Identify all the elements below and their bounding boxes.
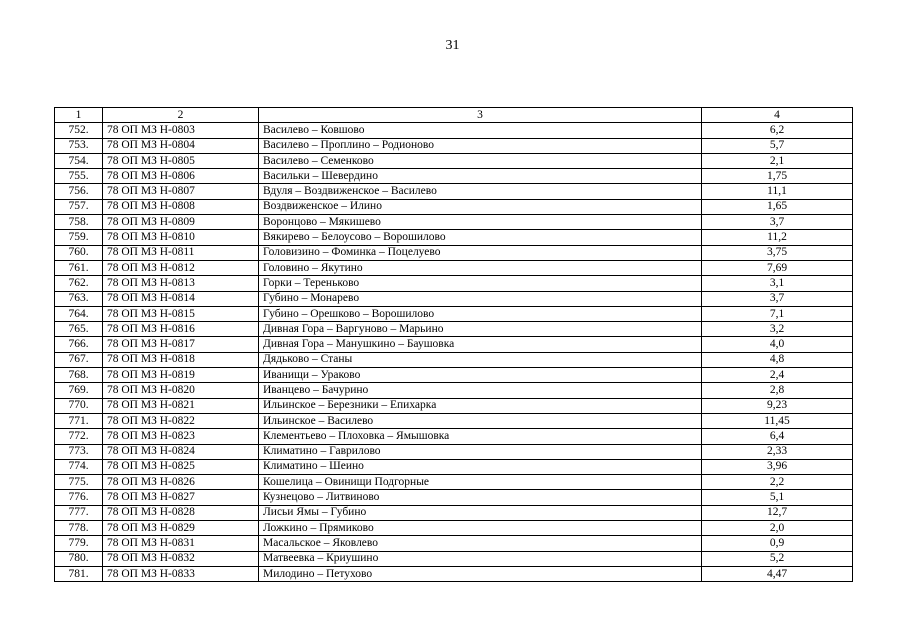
road-length: 4,8	[702, 352, 853, 367]
table-row	[55, 536, 853, 551]
table-row	[55, 184, 853, 199]
row-number: 777.	[55, 505, 103, 520]
roads-table	[54, 107, 853, 582]
row-number: 765.	[55, 322, 103, 337]
table-row	[55, 169, 853, 184]
road-code: 78 ОП МЗ Н-0811	[103, 245, 259, 260]
road-length: 2,0	[702, 521, 853, 536]
road-route: Дивная Гора – Варгуново – Марьино	[259, 322, 702, 337]
road-route: Губино – Монарево	[259, 291, 702, 306]
road-code: 78 ОП МЗ Н-0819	[103, 368, 259, 383]
road-route: Василево – Семенково	[259, 153, 702, 168]
road-length: 2,1	[702, 153, 853, 168]
table-row	[55, 199, 853, 214]
row-number: 754.	[55, 153, 103, 168]
road-length: 6,4	[702, 429, 853, 444]
header-cell-2: 2	[103, 108, 259, 123]
row-number: 769.	[55, 383, 103, 398]
road-code: 78 ОП МЗ Н-0810	[103, 230, 259, 245]
row-number: 764.	[55, 306, 103, 321]
table-row	[55, 306, 853, 321]
road-length: 6,2	[702, 123, 853, 138]
road-code: 78 ОП МЗ Н-0832	[103, 551, 259, 566]
row-number: 766.	[55, 337, 103, 352]
road-code: 78 ОП МЗ Н-0828	[103, 505, 259, 520]
row-number: 780.	[55, 551, 103, 566]
road-route: Губино – Орешково – Ворошилово	[259, 306, 702, 321]
road-length: 4,0	[702, 337, 853, 352]
table-row	[55, 153, 853, 168]
road-route: Клементьево – Плоховка – Ямышовка	[259, 429, 702, 444]
row-number: 768.	[55, 368, 103, 383]
road-route: Ильинское – Василево	[259, 413, 702, 428]
road-code: 78 ОП МЗ Н-0808	[103, 199, 259, 214]
road-length: 3,96	[702, 459, 853, 474]
road-code: 78 ОП МЗ Н-0829	[103, 521, 259, 536]
row-number: 776.	[55, 490, 103, 505]
road-length: 7,69	[702, 260, 853, 275]
table-row	[55, 459, 853, 474]
road-length: 12,7	[702, 505, 853, 520]
table-header-row	[55, 108, 853, 123]
header-cell-3: 3	[259, 108, 702, 123]
road-length: 1,75	[702, 169, 853, 184]
road-route: Иванищи – Ураково	[259, 368, 702, 383]
header-cell-1: 1	[55, 108, 103, 123]
road-code: 78 ОП МЗ Н-0827	[103, 490, 259, 505]
road-route: Васильки – Шевердино	[259, 169, 702, 184]
table-row	[55, 230, 853, 245]
table-row	[55, 383, 853, 398]
row-number: 761.	[55, 260, 103, 275]
road-length: 2,8	[702, 383, 853, 398]
table-row	[55, 413, 853, 428]
road-code: 78 ОП МЗ Н-0824	[103, 444, 259, 459]
road-route: Лисьи Ямы – Губино	[259, 505, 702, 520]
road-length: 5,2	[702, 551, 853, 566]
road-route: Ложкино – Прямиково	[259, 521, 702, 536]
table-row	[55, 352, 853, 367]
road-route: Василево – Проплино – Родионово	[259, 138, 702, 153]
table-row	[55, 505, 853, 520]
row-number: 775.	[55, 475, 103, 490]
table-row	[55, 291, 853, 306]
road-route: Масальское – Яковлево	[259, 536, 702, 551]
row-number: 778.	[55, 521, 103, 536]
row-number: 781.	[55, 566, 103, 581]
row-number: 767.	[55, 352, 103, 367]
road-code: 78 ОП МЗ Н-0826	[103, 475, 259, 490]
road-code: 78 ОП МЗ Н-0803	[103, 123, 259, 138]
table-row	[55, 398, 853, 413]
row-number: 759.	[55, 230, 103, 245]
road-code: 78 ОП МЗ Н-0814	[103, 291, 259, 306]
road-length: 9,23	[702, 398, 853, 413]
table-row	[55, 551, 853, 566]
road-route: Иванцево – Бачурино	[259, 383, 702, 398]
road-code: 78 ОП МЗ Н-0805	[103, 153, 259, 168]
road-length: 5,7	[702, 138, 853, 153]
road-code: 78 ОП МЗ Н-0815	[103, 306, 259, 321]
table-row	[55, 276, 853, 291]
row-number: 757.	[55, 199, 103, 214]
table-row	[55, 566, 853, 581]
row-number: 760.	[55, 245, 103, 260]
table-body	[55, 108, 853, 582]
road-route: Вдуля – Воздвиженское – Василево	[259, 184, 702, 199]
road-length: 11,1	[702, 184, 853, 199]
road-route: Дивная Гора – Манушкино – Баушовка	[259, 337, 702, 352]
road-route: Василево – Ковшово	[259, 123, 702, 138]
road-length: 1,65	[702, 199, 853, 214]
road-length: 2,2	[702, 475, 853, 490]
road-code: 78 ОП МЗ Н-0813	[103, 276, 259, 291]
road-length: 4,47	[702, 566, 853, 581]
page-number: 31	[445, 38, 460, 53]
table-row	[55, 322, 853, 337]
road-length: 3,7	[702, 291, 853, 306]
table-row	[55, 490, 853, 505]
road-route: Ильинское – Березники – Епихарка	[259, 398, 702, 413]
row-number: 753.	[55, 138, 103, 153]
road-length: 3,75	[702, 245, 853, 260]
road-route: Головизино – Фоминка – Поцелуево	[259, 245, 702, 260]
row-number: 758.	[55, 215, 103, 230]
table-row	[55, 138, 853, 153]
table-row	[55, 444, 853, 459]
road-length: 2,4	[702, 368, 853, 383]
row-number: 772.	[55, 429, 103, 444]
row-number: 773.	[55, 444, 103, 459]
row-number: 770.	[55, 398, 103, 413]
road-length: 11,2	[702, 230, 853, 245]
road-route: Вякирево – Белоусово – Ворошилово	[259, 230, 702, 245]
table-row	[55, 475, 853, 490]
table-row	[55, 521, 853, 536]
row-number: 774.	[55, 459, 103, 474]
row-number: 763.	[55, 291, 103, 306]
road-route: Кузнецово – Литвиново	[259, 490, 702, 505]
row-number: 779.	[55, 536, 103, 551]
road-route: Кошелица – Овинищи Подгорные	[259, 475, 702, 490]
road-code: 78 ОП МЗ Н-0806	[103, 169, 259, 184]
road-code: 78 ОП МЗ Н-0809	[103, 215, 259, 230]
road-code: 78 ОП МЗ Н-0804	[103, 138, 259, 153]
table-row	[55, 215, 853, 230]
road-code: 78 ОП МЗ Н-0807	[103, 184, 259, 199]
road-code: 78 ОП МЗ Н-0816	[103, 322, 259, 337]
road-route: Воронцово – Мякишево	[259, 215, 702, 230]
road-length: 3,2	[702, 322, 853, 337]
row-number: 771.	[55, 413, 103, 428]
road-code: 78 ОП МЗ Н-0812	[103, 260, 259, 275]
table-row	[55, 245, 853, 260]
road-code: 78 ОП МЗ Н-0823	[103, 429, 259, 444]
row-number: 755.	[55, 169, 103, 184]
road-code: 78 ОП МЗ Н-0822	[103, 413, 259, 428]
road-route: Воздвиженское – Илино	[259, 199, 702, 214]
road-code: 78 ОП МЗ Н-0818	[103, 352, 259, 367]
road-length: 3,7	[702, 215, 853, 230]
road-route: Головино – Якутино	[259, 260, 702, 275]
table-row	[55, 260, 853, 275]
road-code: 78 ОП МЗ Н-0820	[103, 383, 259, 398]
road-code: 78 ОП МЗ Н-0817	[103, 337, 259, 352]
road-code: 78 ОП МЗ Н-0821	[103, 398, 259, 413]
row-number: 756.	[55, 184, 103, 199]
road-route: Милодино – Петухово	[259, 566, 702, 581]
road-length: 2,33	[702, 444, 853, 459]
road-route: Матвеевка – Криушино	[259, 551, 702, 566]
road-length: 3,1	[702, 276, 853, 291]
road-route: Климатино – Гаврилово	[259, 444, 702, 459]
road-route: Климатино – Шеино	[259, 459, 702, 474]
road-length: 7,1	[702, 306, 853, 321]
table-row	[55, 123, 853, 138]
road-code: 78 ОП МЗ Н-0833	[103, 566, 259, 581]
header-cell-4: 4	[702, 108, 853, 123]
table-row	[55, 337, 853, 352]
road-length: 5,1	[702, 490, 853, 505]
table-row	[55, 429, 853, 444]
row-number: 752.	[55, 123, 103, 138]
road-route: Дядьково – Станы	[259, 352, 702, 367]
road-code: 78 ОП МЗ Н-0825	[103, 459, 259, 474]
row-number: 762.	[55, 276, 103, 291]
table-row	[55, 368, 853, 383]
road-length: 11,45	[702, 413, 853, 428]
road-code: 78 ОП МЗ Н-0831	[103, 536, 259, 551]
road-route: Горки – Тереньково	[259, 276, 702, 291]
road-length: 0,9	[702, 536, 853, 551]
